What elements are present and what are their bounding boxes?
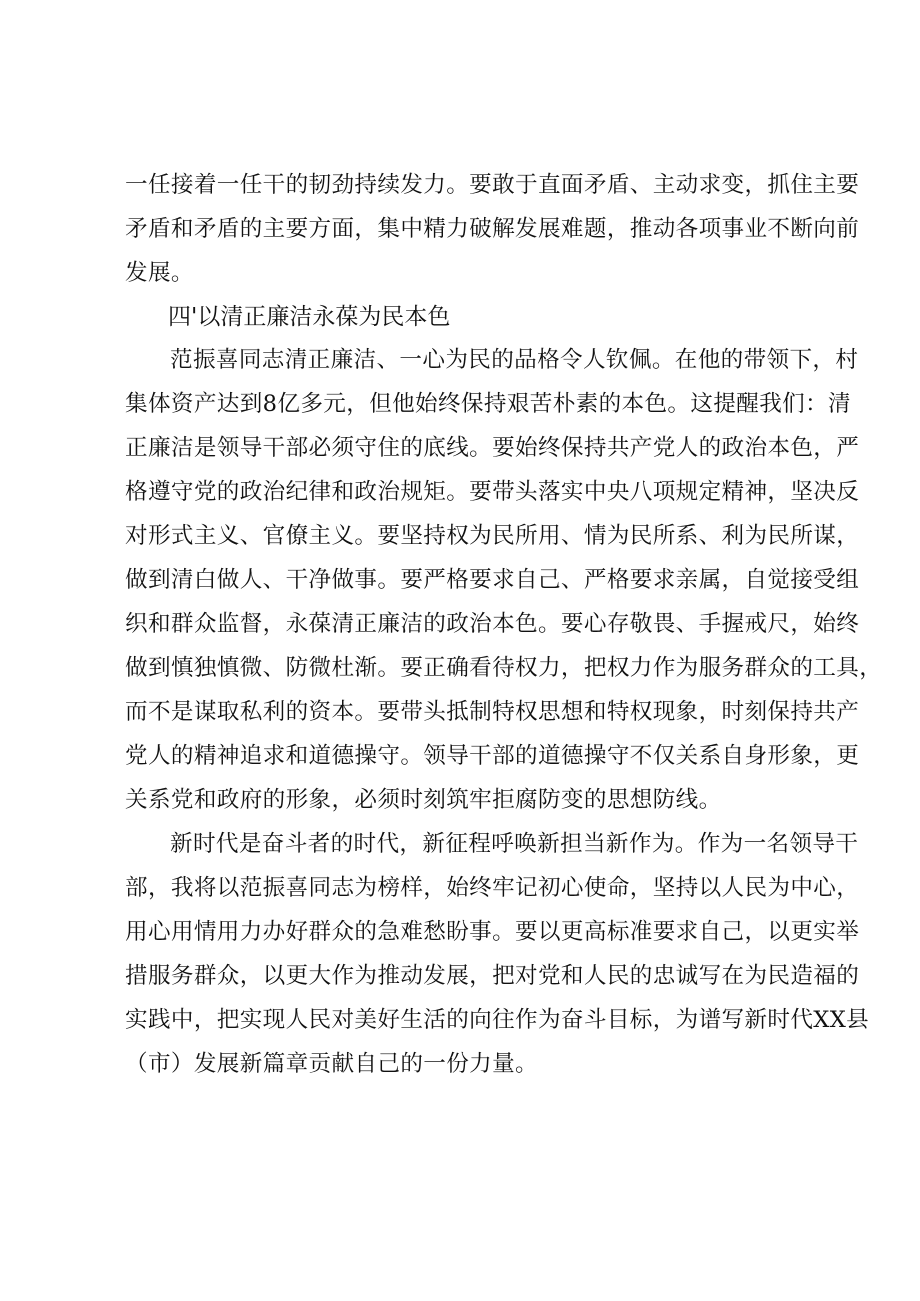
integrity-line-1: 范振喜同志清正廉洁、一心为民的品格令人钦佩。在他的带领下，村 (170, 347, 859, 373)
integrity-line-6: 做到清白做人、干净做事。要严格要求自己、严格要求亲属，自觉接受组 (125, 567, 860, 593)
integrity-line-5: 对形式主义、官僚主义。要坚持权为民所用、情为民所系、利为民所谋， (125, 523, 860, 549)
closing-line-6: （市）发展新篇章贡献自己的一份力量。 (125, 1051, 538, 1077)
integrity-line-8: 做到慎独慎微、防微杜渐。要正确看待权力，把权力作为服务群众的工具， (125, 655, 883, 681)
closing-line-2: 部，我将以范振喜同志为榜样，始终牢记初心使命，坚持以人民为中心， (125, 875, 860, 901)
closing-line-1: 新时代是奋斗者的时代，新征程呼唤新担当新作为。作为一名领导干 (170, 831, 859, 857)
closing-line-5: 实践中，把实现人民对美好生活的向往作为奋斗目标，为谱写新时代XX县 (125, 1007, 870, 1033)
intro-line-2: 矛盾和矛盾的主要方面，集中精力破解发展难题，推动各项事业不断向前 (125, 216, 860, 242)
intro-line-3: 发展。 (125, 260, 194, 286)
closing-line-3: 用心用情用力办好群众的急难愁盼事。要以更高标准要求自己，以更实举 (125, 919, 860, 945)
integrity-line-11: 关系党和政府的形象，必须时刻筑牢拒腐防变的思想防线。 (125, 787, 722, 813)
integrity-line-7: 织和群众监督，永葆清正廉洁的政治本色。要心存敬畏、手握戒尺，始终 (125, 611, 860, 637)
intro-line-1: 一任接着一任干的韧劲持续发力。要敢于直面矛盾、主动求变，抓住主要 (125, 172, 860, 198)
closing-line-4: 措服务群众，以更大作为推动发展，把对党和人民的忠诚写在为民造福的 (125, 963, 860, 989)
integrity-line-2: 集体资产达到8亿多元，但他始终保持艰苦朴素的本色。这提醒我们：清 (125, 391, 851, 417)
integrity-line-10: 党人的精神追求和道德操守。领导干部的道德操守不仅关系自身形象，更 (125, 743, 860, 769)
integrity-line-3: 正廉洁是领导干部必须守住的底线。要始终保持共产党人的政治本色，严 (125, 435, 860, 461)
integrity-line-9: 而不是谋取私利的资本。要带头抵制特权思想和特权现象，时刻保持共产 (125, 699, 860, 725)
integrity-line-4: 格遵守党的政治纪律和政治规矩。要带头落实中央八项规定精神，坚决反 (125, 479, 860, 505)
section-heading: 四'以清正廉洁永葆为民本色 (168, 304, 451, 330)
